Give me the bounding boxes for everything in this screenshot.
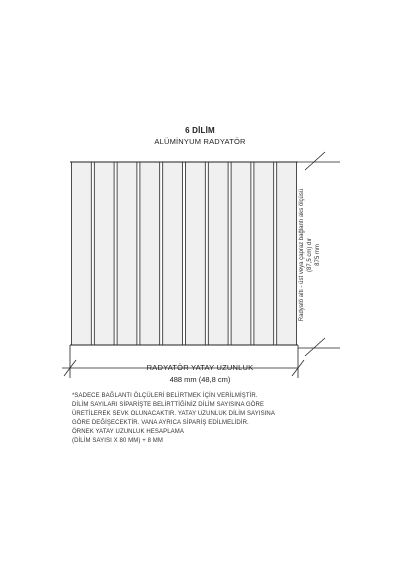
radiator-panels <box>72 162 297 345</box>
length-label-title: RADYATÖR YATAY UZUNLUK <box>146 363 254 372</box>
diagram-title: 6 DİLİM <box>185 126 215 135</box>
radiator-slice <box>254 162 274 345</box>
note-line: *SADECE BAĞLANTI ÖLÇÜLERİ BELİRTMEK İÇİN VERİLMİŞTİR. <box>72 393 258 399</box>
note-line: ÜRETİLEREK SEVK OLUNACAKTIR. YATAY UZUNLUK DİLİM SAYISINA <box>72 411 275 417</box>
height-dimension-label <box>298 165 326 345</box>
radiator-slice <box>277 162 297 345</box>
notes-block <box>72 392 342 446</box>
length-dimension <box>62 345 304 378</box>
length-label-value: 488 mm (48,8 cm) <box>169 375 231 384</box>
radiator-slice <box>94 162 114 345</box>
note-line: ÖRNEK YATAY UZUNLUK HESAPLAMA <box>72 429 184 435</box>
radiator-slice <box>163 162 183 345</box>
radiator-slice <box>208 162 228 345</box>
radiator-slice <box>186 162 206 345</box>
diagram-subtitle: ALÜMİNYUM RADYATÖR <box>154 137 246 146</box>
radiator-slice <box>72 162 92 345</box>
height-label-line3: 875 mm <box>315 244 321 266</box>
note-line: DİLİM SAYILARI SİPARİŞTE BELİRTTİĞİNİZ DİLİM SAYISINA GÖRE <box>72 402 265 408</box>
radiator-slice <box>140 162 160 345</box>
note-line: (DİLİM SAYISI X 80 MM) + 8 MM <box>72 438 163 444</box>
radiator-slice <box>117 162 137 345</box>
height-label-line2: (87,5 cm) dır <box>307 238 313 273</box>
radiator-slice <box>231 162 251 345</box>
height-label-line1: Radyatö altı - üst veya çapraz bağlantı aks ölçüsü <box>299 188 305 322</box>
note-line: GÖRE DEĞİŞECEKTİR. VANA AYRICA SİPARİŞ EDİLMELİDİR. <box>72 420 249 426</box>
